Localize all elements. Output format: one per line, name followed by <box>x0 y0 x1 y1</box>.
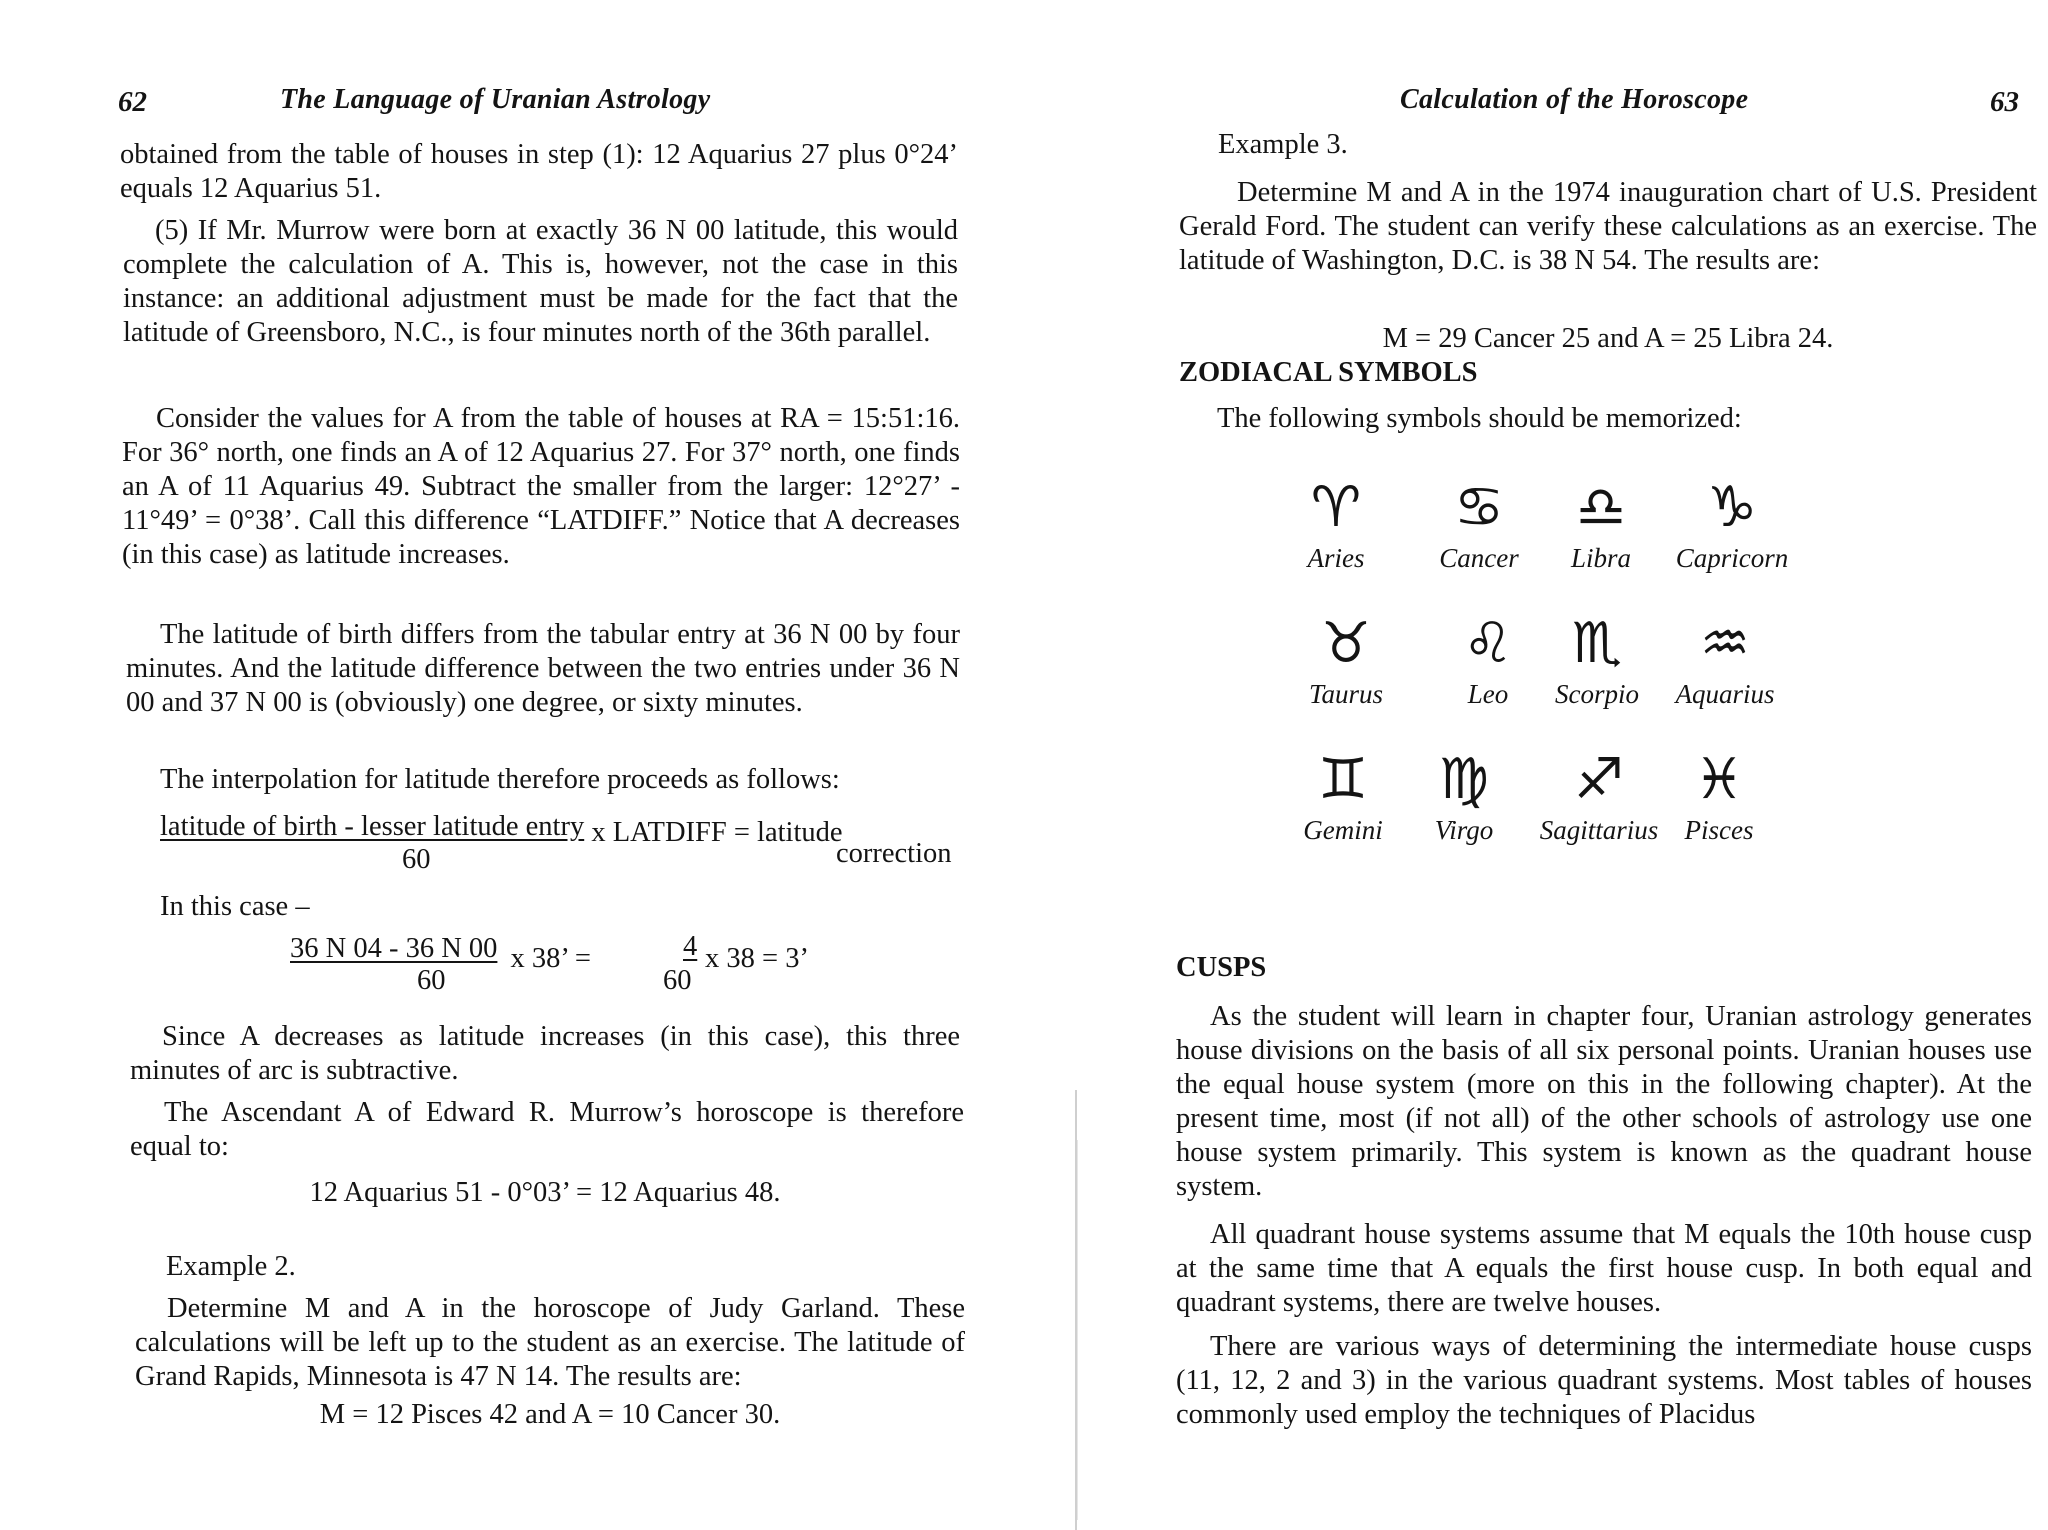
paragraph: In this case – <box>160 891 310 922</box>
pisces-icon: ♓ <box>1693 747 1745 812</box>
equation: 12 Aquarius 51 - 0°03’ = 12 Aquarius 48. <box>309 1177 781 1208</box>
formula2-numerator2: 4 <box>683 931 698 962</box>
paragraph: Determine M and A in the horoscope of Judy Garland. These calculations will be left up to the student as an exercise. The latitude of Grand Rapids, Minnesota is 47 N 14. The results are: <box>135 1293 965 1392</box>
formula2-fraction-b <box>663 932 705 962</box>
paragraph: The Ascendant A of Edward R. Murrow’s horoscope is therefore equal to: <box>130 1097 964 1162</box>
paragraph: The interpolation for latitude therefore proceeds as follows: <box>160 764 840 795</box>
page-number: 63 <box>1990 86 2019 118</box>
paragraph: obtained from the table of houses in step (1): 12 Aquarius 27 plus 0°24’ equals 12 Aquarius 51. <box>120 139 958 204</box>
zodiac-libra: ♎ Libra <box>1526 478 1676 574</box>
zodiac-sagittarius: ♐ Sagittarius <box>1524 750 1674 846</box>
paragraph: There are various ways of determining the intermediate house cusps (11, 12, 2 and 3) in the various quadrant systems. Most tables of houses commonly used employ the techniques of Placidus <box>1176 1331 2032 1430</box>
zodiac-leo: ♌ Leo <box>1413 614 1563 710</box>
aries-icon: ♈ <box>1310 475 1362 540</box>
zodiac-virgo: ♍ Virgo <box>1389 750 1539 846</box>
paragraph: Since A decreases as latitude increases (in this case), this three minutes of arc is subtractive. <box>130 1021 960 1086</box>
formula-operator: x LATDIFF = latitude <box>591 817 843 848</box>
zodiac-scorpio: ♏ Scorpio <box>1522 614 1672 710</box>
aquarius-icon: ♒ <box>1699 611 1751 676</box>
capricorn-icon: ♑ <box>1706 475 1758 540</box>
formula2-numerator: 36 N 04 - 36 N 00 <box>290 933 498 964</box>
formula-denominator: 60 <box>402 844 431 875</box>
result: M = 12 Pisces 42 and A = 10 Cancer 30. <box>319 1399 781 1430</box>
gemini-icon: ♊ <box>1317 747 1369 812</box>
left-page <box>0 0 1024 1522</box>
cancer-icon: ♋ <box>1453 475 1505 540</box>
formula2-middle: x 38’ = <box>510 943 591 974</box>
paragraph: Determine M and A in the 1974 inauguration chart of U.S. President Gerald Ford. The student can verify these calculations as an exercise. The latitude of Washington, D.C. is 38 N 54. The results are: <box>1179 177 2037 276</box>
formula-result-line2: correction <box>836 838 952 869</box>
formula2-end: x 38 = 3’ <box>705 943 809 974</box>
sagittarius-icon: ♐ <box>1573 747 1625 812</box>
zodiac-cancer: ♋ Cancer <box>1404 478 1554 574</box>
formula-latitude-interpolation <box>160 811 843 848</box>
right-page <box>1024 0 2048 1522</box>
formula-numerator: latitude of birth - lesser latitude entry <box>160 811 585 842</box>
scorpio-icon: ♏ <box>1571 611 1623 676</box>
paragraph: (5) If Mr. Murrow were born at exactly 36 N 00 latitude, this would complete the calculation of A. This is, however, not the case in this instance: an additional adjustment must be made for the fact that the latitude of Greensboro, N.C., is four minutes north of the 36th parallel. <box>123 215 958 348</box>
zodiac-aquarius: ♒ Aquarius <box>1650 614 1800 710</box>
virgo-icon: ♍ <box>1438 747 1490 812</box>
zodiac-gemini: ♊ Gemini <box>1268 750 1418 846</box>
zodiac-aries: ♈ Aries <box>1261 478 1411 574</box>
paragraph: The following symbols should be memorized: <box>1217 403 1742 434</box>
formula-worked-example <box>290 933 591 974</box>
running-head: The Language of Uranian Astrology <box>280 84 711 115</box>
libra-icon: ♎ <box>1575 475 1627 540</box>
zodiac-capricorn: ♑ Capricorn <box>1657 478 1807 574</box>
section-heading-cusps: CUSPS <box>1176 952 1267 983</box>
paragraph: The latitude of birth differs from the tabular entry at 36 N 00 by four minutes. And the latitude difference between the two entries under 36 N 00 and 37 N 00 is (obviously) one degree, or sixty minutes. <box>126 619 960 718</box>
paragraph: Consider the values for A from the table of houses at RA = 15:51:16. For 36° north, one finds an A of 12 Aquarius 27. For 37° north, one finds an A of 11 Aquarius 49. Subtract the smaller from the larger: 12°27’ - 11°49’ = 0°38’. Call this difference “LATDIFF.” Notice that A decreases (in this case) as latitude increases. <box>122 403 960 570</box>
example-heading: Example 2. <box>166 1251 296 1282</box>
leo-icon: ♌ <box>1462 611 1514 676</box>
zodiac-pisces: ♓ Pisces <box>1644 750 1794 846</box>
taurus-icon: ♉ <box>1320 611 1372 676</box>
result: M = 29 Cancer 25 and A = 25 Libra 24. <box>1382 323 1834 354</box>
running-head: Calculation of the Horoscope <box>1400 84 1749 115</box>
example-heading: Example 3. <box>1218 129 1348 160</box>
zodiac-taurus: ♉ Taurus <box>1271 614 1421 710</box>
formula2-denominator2: 60 <box>663 965 692 996</box>
page-number: 62 <box>118 86 147 118</box>
paragraph: All quadrant house systems assume that M equals the 10th house cusp at the same time that A equals the first house cusp. In both equal and quadrant systems, there are twelve houses. <box>1176 1219 2032 1318</box>
section-heading-zodiac: ZODIACAL SYMBOLS <box>1179 357 1478 388</box>
formula2-denominator: 60 <box>417 965 446 996</box>
paragraph: As the student will learn in chapter four, Uranian astrology generates house divisions on the basis of all six personal points. Uranian houses use the equal house system (more on this in the following chapter). At the present time, most (if not all) of the other schools of astrology use one house system primarily. This system is known as the quadrant house system. <box>1176 1001 2032 1202</box>
